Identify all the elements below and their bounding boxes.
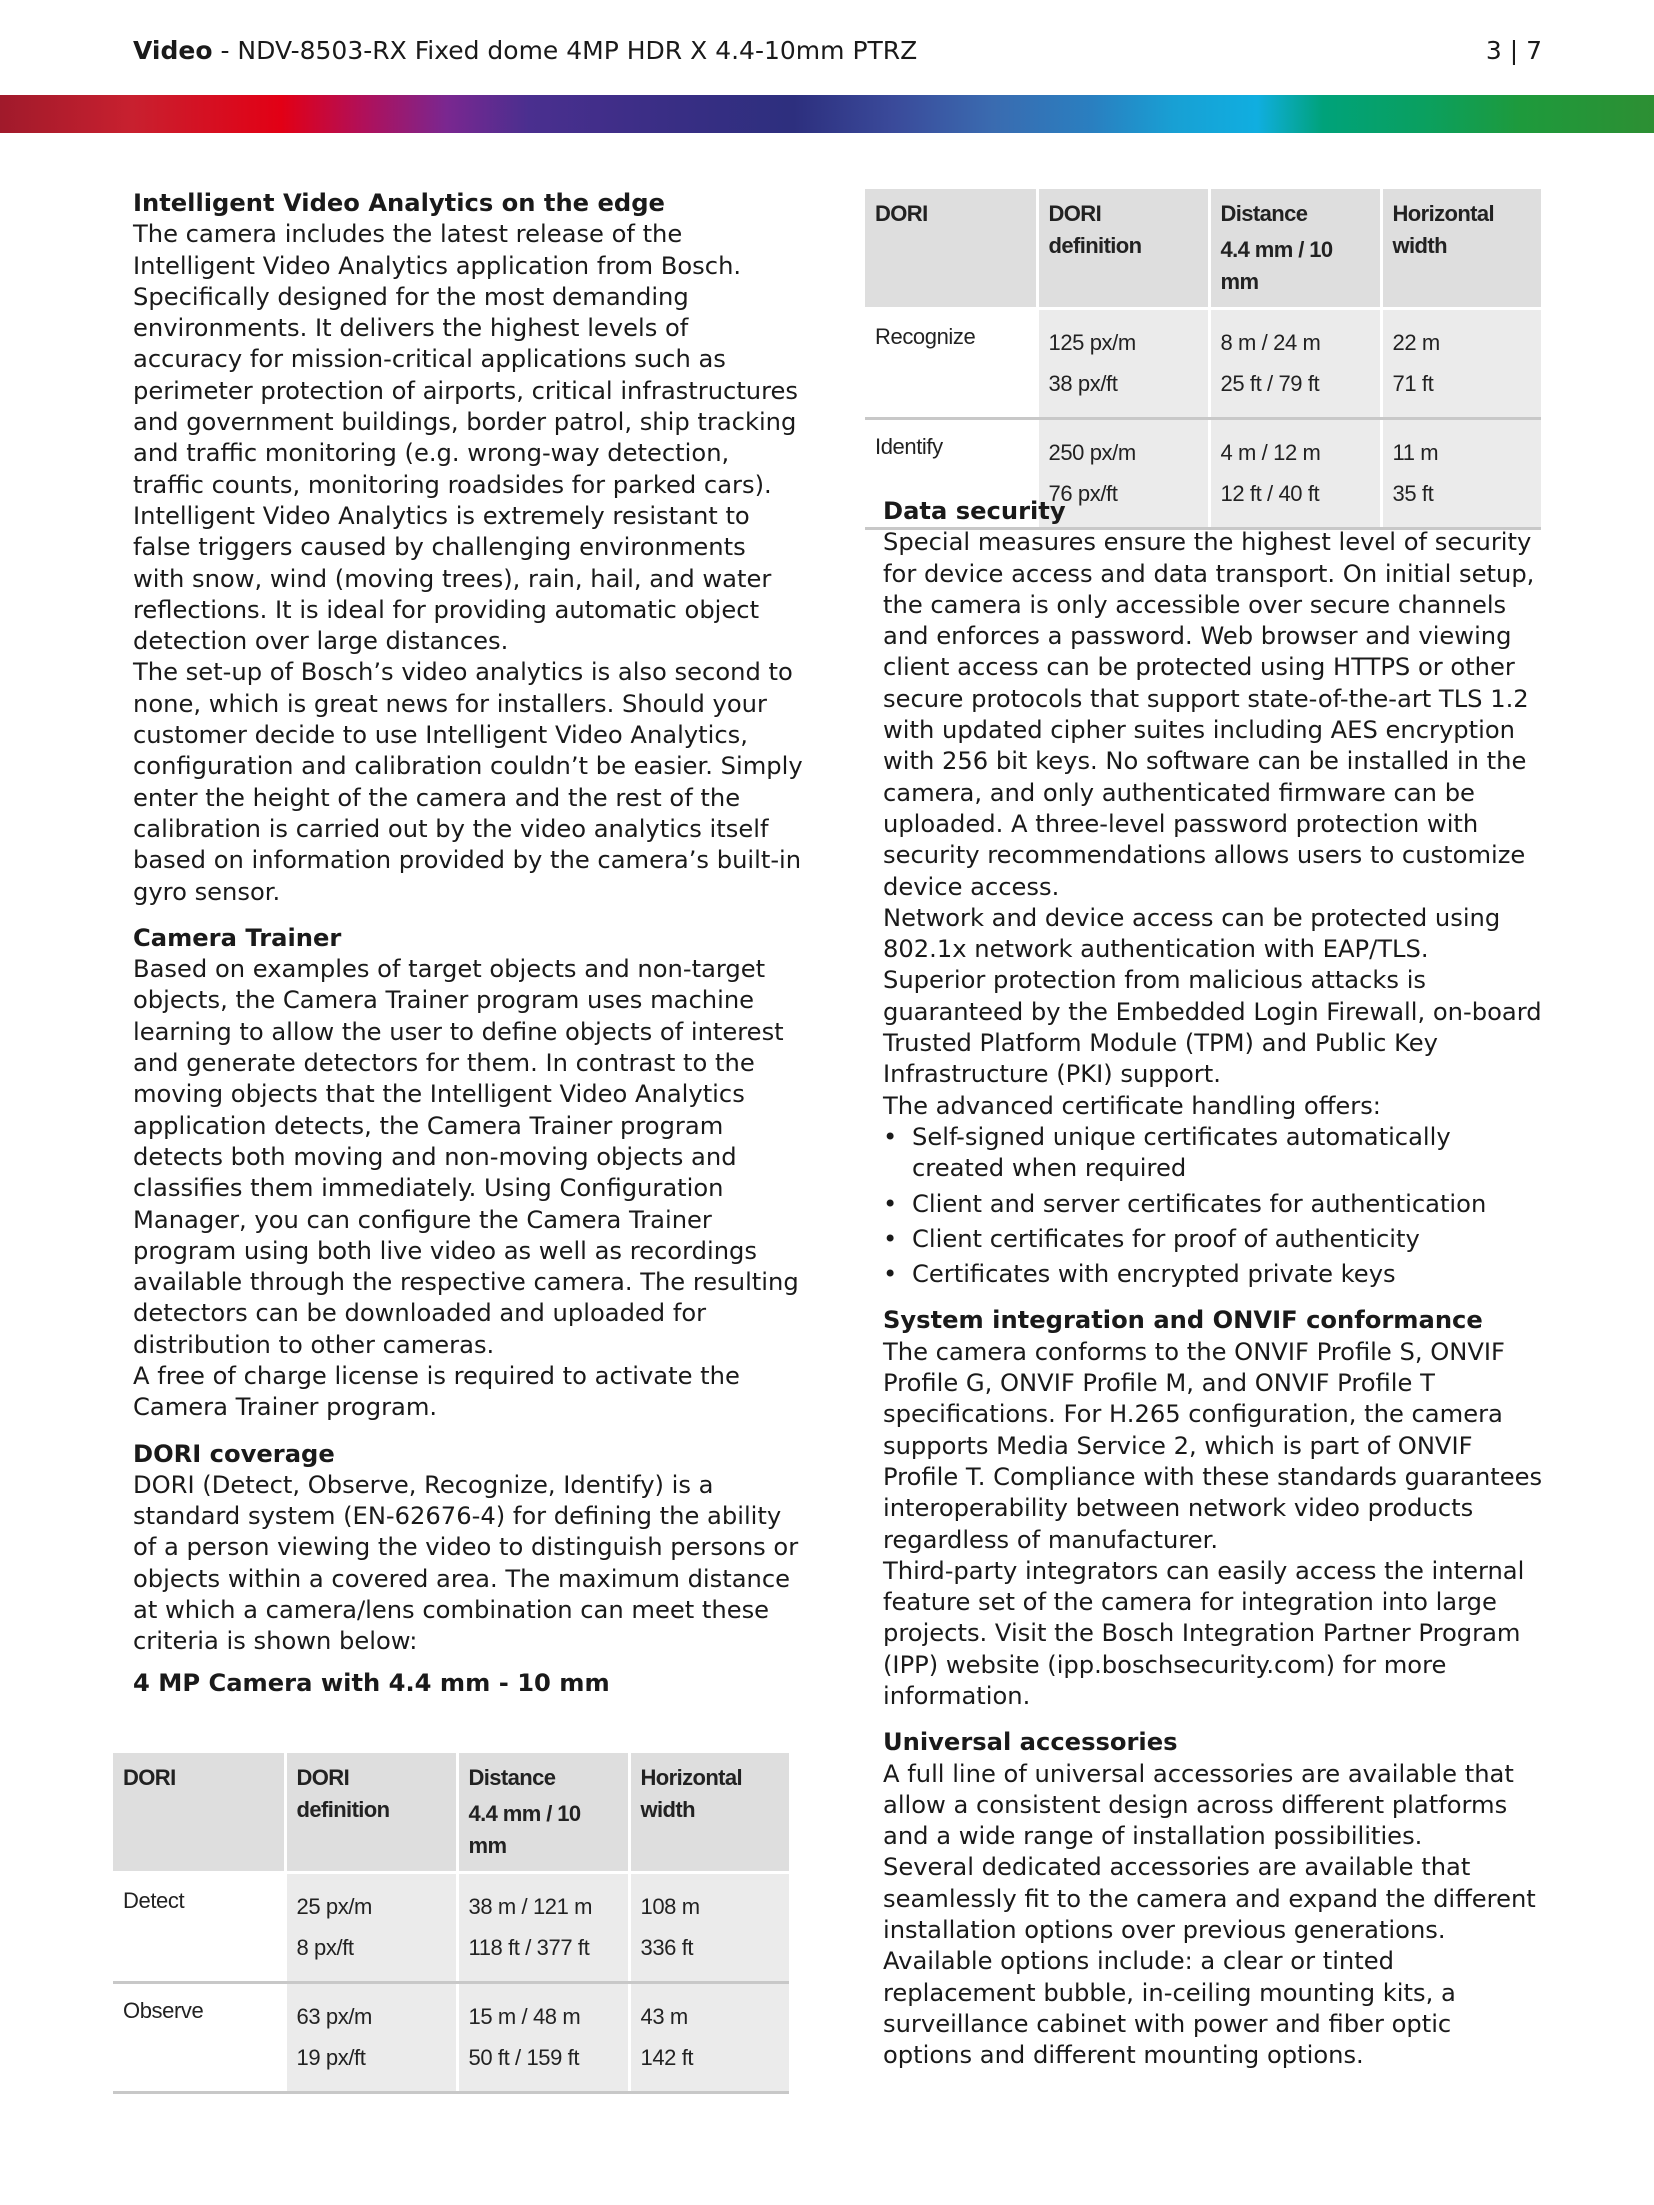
section-heading: Intelligent Video Analytics on the edge [133, 189, 665, 217]
header-dori: DORI [865, 189, 1037, 309]
paragraph: Intelligent Video Analytics is extremely resistant to false triggers caused by challenging environments with snow, wind (moving trees), rain, hail, and water reflections. It is ideal for providing automatic object detection over large distances. [133, 501, 772, 656]
value-imperial: 50 ft / 159 ft [468, 2045, 580, 2070]
row-label: Observe [113, 1983, 285, 2093]
section-heading: Data security [883, 497, 1066, 525]
header-distance-label: Distance [1220, 201, 1308, 226]
list-item-text: Certificates with encrypted private keys [912, 1260, 1396, 1289]
header-distance [457, 1753, 629, 1873]
section-universal-accessories [883, 1727, 1543, 2071]
cell-width [1381, 309, 1541, 419]
paragraph: Special measures ensure the highest level of security for device access and data transport. On initial setup, the camera is only accessible over secure channels and enforces a password. Web browser and viewing client access can be protected using HTTPS or other secure protocols that support state-of-the-art TLS 1.2 with updated cipher suites including AES encryption with 256 bit keys. No software can be installed in the camera, and only authenticated firmware can be uploaded. A three-level password protection with security recommendations allows users to customize device access. [883, 528, 1535, 901]
header-width: Horizontal width [1381, 189, 1541, 309]
bullet-icon: • [883, 1189, 898, 1218]
section-heading: DORI coverage [133, 1439, 335, 1468]
value-metric: 22 m [1392, 330, 1440, 355]
value-imperial: 35 ft [1392, 481, 1434, 506]
cell-distance [457, 1873, 629, 1983]
value-imperial: 38 px/ft [1048, 371, 1118, 396]
value-metric: 108 m [640, 1894, 700, 1919]
bullet-list [883, 1122, 1543, 1290]
value-metric: 43 m [640, 2004, 688, 2029]
paragraph: DORI (Detect, Observe, Recognize, Identify) is a standard system (EN-62676-4) for defining the ability of a person viewing the video to distinguish persons or objects within a covered area. The maximum distance at which a camera/lens combination can meet these criteria is shown below: [133, 1470, 799, 1656]
paragraph: Network and device access can be protected using 802.1x network authentication with EAP/TLS. [883, 903, 1501, 964]
doc-title-product: - NDV-8503-RX Fixed dome 4MP HDR X 4.4-10mm PTRZ [212, 36, 918, 65]
paragraph: The camera conforms to the ONVIF Profile S, ONVIF Profile G, ONVIF Profile M, and ONVIF Profile T specifications. For H.265 configuration, the camera supports Media Service 2, which is part of ONVIF Profile T. Compliance with these standards guarantees interoperability between network video products regardless of manufacturer. [883, 1337, 1543, 1554]
list-item-text: Client and server certificates for authentication [912, 1189, 1487, 1218]
section-heading: System integration and ONVIF conformance [883, 1306, 1483, 1335]
value-metric: 125 px/m [1048, 330, 1136, 355]
cell-definition [285, 1873, 457, 1983]
value-imperial: 19 px/ft [296, 2045, 366, 2070]
header-distance-label: Distance [468, 1765, 556, 1790]
paragraph: A full line of universal accessories are available that allow a consistent design across different platforms and a wide range of installation possibilities. [883, 1759, 1514, 1851]
header-definition: DORI definition [1037, 189, 1209, 309]
header-definition: DORI definition [285, 1753, 457, 1873]
section-dori-coverage [133, 1439, 803, 1699]
list-item-text: Client certificates for proof of authenticity [912, 1224, 1420, 1253]
value-metric: 4 m / 12 m [1220, 440, 1321, 465]
brand-color-band [0, 95, 1654, 133]
value-imperial: 336 ft [640, 1935, 694, 1960]
section-iva [133, 188, 803, 908]
table-row [113, 1873, 789, 1983]
paragraph: Third-party integrators can easily access the internal feature set of the camera for integration into large projects. Visit the Bosch Integration Partner Program (IPP) website (ipp.boschsecurity.com) for more information. [883, 1556, 1525, 1710]
value-imperial: 118 ft / 377 ft [468, 1935, 590, 1960]
cell-distance [457, 1983, 629, 2093]
value-metric: 63 px/m [296, 2004, 372, 2029]
section-heading: Camera Trainer [133, 923, 342, 952]
right-column [883, 496, 1543, 2087]
doc-title-category: Video [133, 36, 213, 65]
cell-width [629, 1873, 789, 1983]
list-item [883, 1259, 1543, 1290]
bullet-icon: • [883, 1260, 898, 1289]
paragraph: Superior protection from malicious attacks is guaranteed by the Embedded Login Firewall, on-board Trusted Platform Module (TPM) and Public Key Infrastructure (PKI) support. [883, 966, 1542, 1089]
section-camera-trainer [133, 923, 803, 1424]
left-column [133, 188, 803, 1714]
page-number: 3 | 7 [1485, 36, 1542, 65]
list-item [883, 1224, 1543, 1255]
paragraph: The camera includes the latest release of the Intelligent Video Analytics application from Bosch. Specifically designed for the most demanding environments. It delivers the highest levels of accuracy for mission-critical applications such as perimeter protection of airports, critical infrastructures and government buildings, border patrol, ship tracking and traffic monitoring (e.g. wrong-way detection, traffic counts, monitoring roadsides for parked cars). [133, 220, 799, 499]
paragraph: Available options include: a clear or tinted replacement bubble, in-ceiling mounting kits, a surveillance cabinet with power and fiber optic options and different mounting options. [883, 1947, 1456, 2070]
header-distance-sub: 4.4 mm / 10 mm [468, 1801, 581, 1858]
table-header-row [865, 189, 1541, 309]
value-imperial: 142 ft [640, 2045, 694, 2070]
paragraph: Based on examples of target objects and non-target objects, the Camera Trainer program uses machine learning to allow the user to define objects of interest and generate detectors for them. In contrast to the moving objects that the Intelligent Video Analytics application detects, the Camera Trainer program detects both moving and non-moving objects and classifies them immediately. Using Configuration Manager, you can configure the Camera Trainer program using both live video as well as recordings available through the respective camera. The resulting detectors can be downloaded and uploaded for distribution to other cameras. [133, 955, 799, 1359]
value-imperial: 8 px/ft [296, 1935, 354, 1960]
list-item [883, 1122, 1543, 1185]
header-distance-sub: 4.4 mm / 10 mm [1220, 237, 1333, 294]
cell-width [629, 1983, 789, 2093]
header-width: Horizontal width [629, 1753, 789, 1873]
header-dori: DORI [113, 1753, 285, 1873]
bullet-icon: • [883, 1224, 898, 1253]
paragraph: A free of charge license is required to activate the Camera Trainer program. [133, 1361, 740, 1422]
header-distance [1209, 189, 1381, 309]
cell-definition [1037, 309, 1209, 419]
value-imperial: 25 ft / 79 ft [1220, 371, 1320, 396]
table-row [113, 1983, 789, 2093]
list-item [883, 1189, 1543, 1220]
value-metric: 8 m / 24 m [1220, 330, 1321, 355]
value-imperial: 12 ft / 40 ft [1220, 481, 1320, 506]
row-label: Identify [865, 419, 1037, 529]
cell-distance [1209, 309, 1381, 419]
table-title: 4 MP Camera with 4.4 mm - 10 mm [133, 1668, 610, 1697]
value-metric: 25 px/m [296, 1894, 372, 1919]
bullet-icon: • [883, 1122, 898, 1151]
section-onvif [883, 1305, 1543, 1712]
section-data-security [883, 496, 1543, 1290]
paragraph: The set-up of Bosch’s video analytics is also second to none, which is great news for installers. Should your customer decide to use Intelligent Video Analytics, configuration and calibration couldn’t be easier. Simply enter the height of the camera and the rest of the calibration is carried out by the video analytics itself based on information provided by the camera’s built-in gyro sensor. [133, 658, 803, 906]
dori-table-part-1 [113, 1753, 789, 2094]
value-metric: 15 m / 48 m [468, 2004, 581, 2029]
row-label: Detect [113, 1873, 285, 1983]
dori-table-part-2 [865, 189, 1541, 530]
doc-title [133, 36, 917, 65]
value-metric: 250 px/m [1048, 440, 1136, 465]
row-label: Recognize [865, 309, 1037, 419]
page-header [133, 36, 1542, 76]
paragraph: Several dedicated accessories are available that seamlessly fit to the camera and expand the different installation options over previous generations. [883, 1853, 1536, 1945]
value-imperial: 71 ft [1392, 371, 1434, 396]
value-metric: 11 m [1392, 440, 1439, 465]
list-item-text: Self-signed unique certificates automatically created when required [912, 1122, 1451, 1183]
section-heading: Universal accessories [883, 1728, 1178, 1757]
table-row [865, 309, 1541, 419]
value-imperial: 76 px/ft [1048, 481, 1118, 506]
cell-definition [285, 1983, 457, 2093]
paragraph: The advanced certificate handling offers: [883, 1091, 1381, 1120]
table-header-row [113, 1753, 789, 1873]
value-metric: 38 m / 121 m [468, 1894, 593, 1919]
